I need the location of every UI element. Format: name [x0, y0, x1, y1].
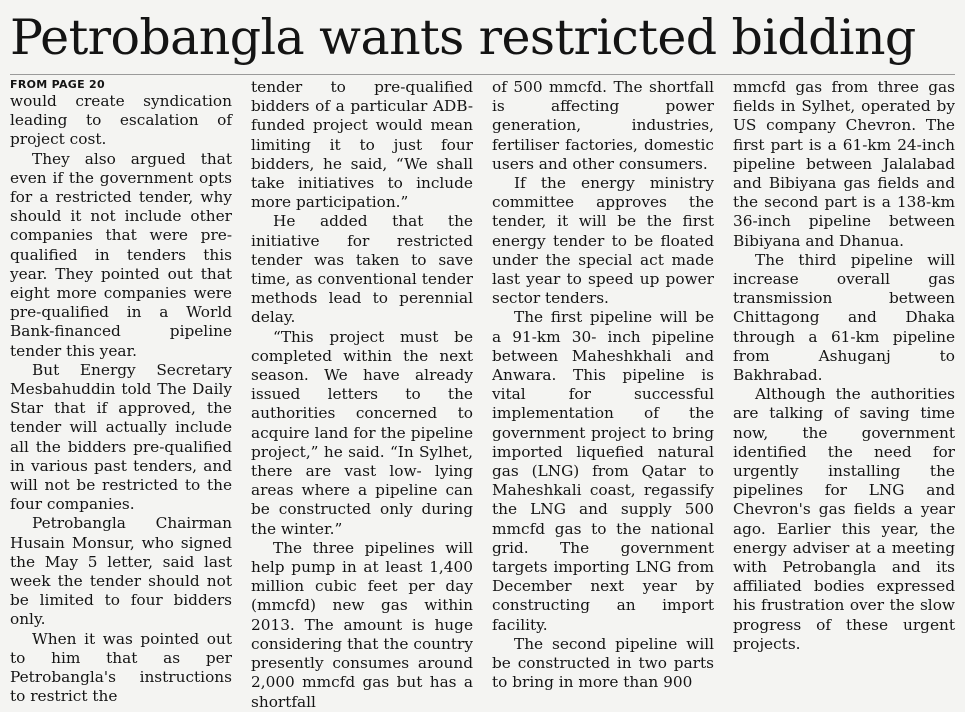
headline: Petrobangla wants restricted bidding — [10, 9, 916, 66]
paragraph: But Energy Secretary Mesbahuddin told The Daily Star that if approved, the tender will actually include all the bidders pre-qualified in various past tenders, and will not be restricted to the four companies. — [10, 360, 232, 514]
column-1 — [10, 78, 232, 706]
paragraph: They also argued that even if the government opts for a restricted tender, why should it not include other companies that were pre-qualified in tenders this year. They pointed out that eight more companies were pre-qualified in a World Bank-financed pipeline tender this year. — [10, 149, 232, 360]
paragraph: The second pipeline will be constructed in two parts to bring in more than 900 — [492, 634, 714, 692]
paragraph: “This project must be completed within the next season. We have already issued letters to the authorities concerned to acquire land for the pipeline project,” he said. “In Sylhet, there are vast low- lying areas where a pipeline can be constructed only during the winter.” — [251, 327, 473, 538]
column-3 — [492, 78, 714, 692]
paragraph: Although the authorities are talking of saving time now, the government identified the need for urgently installing the pipelines for LNG and Chevron's gas fields a year ago. Earlier this year, the energy adviser at a meeting with Petrobangla and its affiliated bodies expressed his frustration over the slow progress of these urgent projects. — [733, 385, 955, 653]
paragraph: If the energy ministry committee approves the tender, it will be the first energy tender to be floated under the special act made last year to speed up power sector tenders. — [492, 174, 714, 308]
column-2 — [251, 78, 473, 711]
continuation-kicker: FROM PAGE 20 — [10, 78, 105, 91]
paragraph: of 500 mmcfd. The shortfall is affecting power generation, industries, fertiliser factories, domestic users and other consumers. — [492, 78, 714, 173]
paragraph: He added that the initiative for restricted tender was taken to save time, as conventional tender methods lead to perennial delay. — [251, 212, 473, 327]
article-body — [10, 78, 955, 711]
paragraph: When it was pointed out to him that as per Petrobangla's instructions to restrict the — [10, 629, 232, 706]
column-4 — [733, 78, 955, 678]
paragraph: mmcfd gas from three gas fields in Sylhet, operated by US company Chevron. The first part is a 61-km 24-inch pipeline between Jalalabad and Bibiyana gas fields and the second part is a 138-km 36-inch pipeline between Bibiyana and Dhanua. — [733, 78, 955, 250]
paragraph: The three pipelines will help pump in at least 1,400 million cubic feet per day (mmcfd) new gas within 2013. The amount is huge considering that the country presently consumes around 2,000 mmcfd gas but has a shortfall — [251, 538, 473, 711]
paragraph: Petrobangla Chairman Husain Monsur, who signed the May 5 letter, said last week the tender should not be limited to four bidders only. — [10, 514, 232, 629]
paragraph: tender to pre-qualified bidders of a particular ADB-funded project would mean limiting it to just four bidders, he said, “We shall take initiatives to include more participation.” — [251, 78, 473, 212]
paragraph: The first pipeline will be a 91-km 30- inch pipeline between Maheshkhali and Anwara. This pipeline is vital for successful implementation of the government project to bring imported liquefied natural gas (LNG) from Qatar to Maheshkali coast, regassify the LNG and supply 500 mmcfd gas to the national grid. The government targets importing LNG from December next year by constructing an import facility. — [492, 308, 714, 634]
headline-rule — [10, 74, 955, 75]
paragraph: The third pipeline will increase overall gas transmission between Chittagong and Dhaka through a 61-km pipeline from Ashuganj to Bakhrabad. — [733, 250, 955, 385]
paragraph: would create syndication leading to escalation of project cost. — [10, 92, 232, 149]
